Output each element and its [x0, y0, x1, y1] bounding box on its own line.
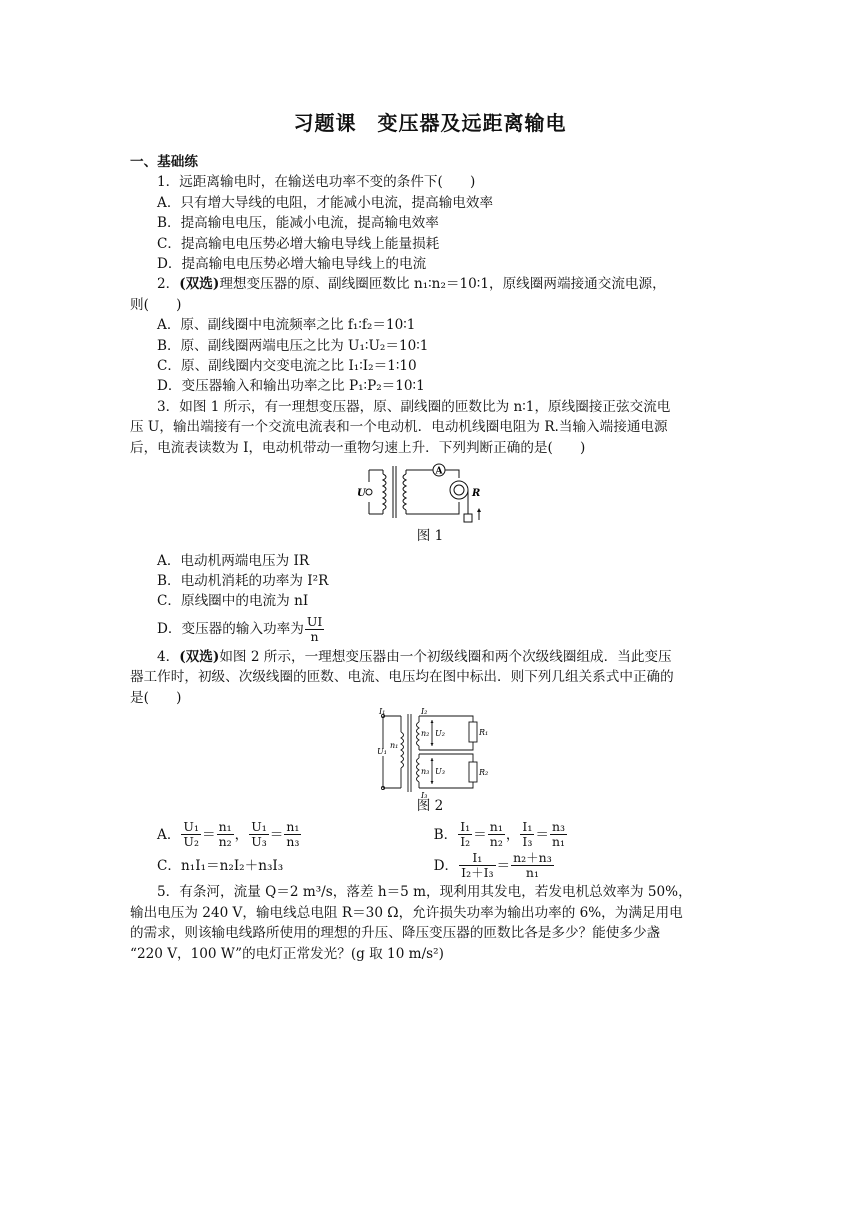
- q2-option-c: C．原、副线圈内交变电流之比 I₁∶I₂＝1∶10: [157, 358, 417, 375]
- q4-option-b: [434, 820, 730, 849]
- q4-tag: (双选): [179, 648, 220, 665]
- fraction: [217, 820, 234, 849]
- page-title: 习题课 变压器及远距离输电: [293, 111, 567, 135]
- fig2-label-u3: U₃: [435, 766, 445, 776]
- q4-option-d: [434, 851, 730, 880]
- q3-option-b: B．电动机消耗的功率为 I²R: [157, 572, 329, 589]
- frac-denominator: U₂: [183, 834, 199, 850]
- figure-1-caption: 图 1: [416, 528, 444, 545]
- equals-sign: ＝: [201, 826, 216, 843]
- section-heading: 一、基础练: [130, 154, 198, 170]
- q3-option-a: A．电动机两端电压为 IR: [157, 552, 310, 569]
- q4-option-b-label: B．: [433, 826, 458, 843]
- q4-options-row-2: [130, 851, 730, 880]
- frac-numerator: I₁: [459, 851, 495, 866]
- q4-option-d-label: D．: [433, 857, 459, 874]
- frac-denominator: U₃: [251, 834, 267, 850]
- fig2-label-r2: R₂: [479, 767, 489, 777]
- fig1-ammeter-label: A: [435, 466, 443, 477]
- fig2-label-n2: n₂: [421, 728, 430, 738]
- fig2-label-i3: I₃: [421, 790, 428, 800]
- comma: ，: [505, 826, 520, 843]
- frac-denominator: n₁: [551, 834, 566, 850]
- q5-line-1: 5．有条河，流量 Q＝2 m³/s，落差 h＝5 m，现利用其发电，若发电机总效率为 50%，: [157, 884, 692, 901]
- q2-option-a: A．原、副线圈中电流频率之比 f₁∶f₂＝10∶1: [157, 317, 416, 334]
- q1-stem: 1．远距离输电时，在输送电功率不变的条件下( ): [157, 174, 476, 191]
- q4-options-row-1: [130, 820, 730, 849]
- frac-denominator: I₃: [522, 834, 533, 850]
- equals-sign: ＝: [473, 826, 487, 843]
- q2-option-d: D．变压器输入和输出功率之比 P₁∶P₂＝10∶1: [157, 378, 425, 395]
- equals-sign: ＝: [535, 826, 549, 843]
- frac-denominator: I₂: [460, 834, 471, 850]
- fraction: [181, 820, 201, 849]
- frac-denominator: n₃: [286, 834, 300, 850]
- q5-line-3: 的需求，则该输电线路所使用的理想的升压、降压变压器的匝数比各是多少？能使多少盏: [130, 925, 661, 942]
- fraction: [511, 851, 554, 880]
- q2-tag: (双选): [179, 276, 220, 293]
- q3-option-d-fraction: [305, 615, 324, 644]
- fraction: [550, 820, 567, 849]
- q1-option-d: D．提高输电电压势必增大输电导线上的电流: [157, 256, 427, 273]
- q2-stem-text: 理想变压器的原、副线圈匝数比 n₁∶n₂＝10∶1，原线圈两端接通交流电源，: [219, 276, 666, 293]
- frac-numerator: UI: [306, 613, 323, 629]
- figure-1-circuit: [355, 462, 505, 524]
- q3-option-d: [130, 615, 730, 644]
- frac-denominator: n₂: [218, 834, 232, 850]
- content-body: [130, 152, 730, 964]
- q3-stem-2: 压 U，输出端接有一个交流电流表和一个电动机．电动机线圈电阻为 R.当输入端接通电源: [130, 419, 668, 436]
- fig2-label-r1: R₁: [479, 727, 489, 737]
- q3-stem-1: 3．如图 1 所示，有一理想变压器，原、副线圈的匝数比为 n∶1，原线圈接正弦交流电: [157, 398, 671, 415]
- q4-stem: [130, 647, 730, 667]
- fig2-label-u1: U₁: [377, 746, 387, 756]
- frac-denominator: n: [310, 628, 319, 644]
- frac-numerator: n₁: [218, 819, 232, 835]
- fraction: [520, 820, 534, 849]
- frac-denominator: n₂: [489, 834, 503, 850]
- q4-number: 4．: [157, 648, 180, 665]
- q4-stem-text: 如图 2 所示，一理想变压器由一个初级线圈和两个次级线圈组成．当此变压: [219, 648, 672, 665]
- q2-stem-cont: 则( ): [130, 296, 182, 313]
- equals-sign: ＝: [269, 826, 284, 843]
- q2-option-b: B．原、副线圈两端电压之比为 U₁∶U₂＝10∶1: [157, 337, 429, 354]
- frac-numerator: n₃: [551, 819, 566, 835]
- frac-numerator: n₁: [286, 819, 300, 835]
- fig2-label-u2: U₂: [435, 728, 445, 738]
- fig2-label-i2: I₂: [421, 706, 428, 716]
- q5-line-4: “220 V，100 W”的电灯正常发光？(g 取 10 m/s²): [130, 945, 444, 962]
- fig2-label-n3: n₃: [421, 766, 430, 776]
- q2-number: 2．: [157, 276, 180, 293]
- fraction: [488, 820, 505, 849]
- q3-stem-3: 后，电流表读数为 I，电动机带动一重物匀速上升．下列判断正确的是( ): [130, 439, 586, 456]
- frac-numerator: n₂＋n₃: [513, 850, 552, 866]
- frac-numerator: n₁: [489, 819, 503, 835]
- q4-option-a: [130, 820, 434, 849]
- q4-stem-3: 是( ): [130, 689, 182, 706]
- frac-numerator: I₁: [460, 819, 471, 835]
- q1-option-a: A．只有增大导线的电阻，才能减小电流，提高输电效率: [157, 194, 494, 211]
- fig2-label-i1: I₁: [379, 706, 386, 716]
- q1-option-b: B．提高输电电压，能减小电流，提高输电效率: [157, 215, 439, 232]
- q2-stem: [130, 274, 730, 294]
- comma: ，: [234, 826, 249, 843]
- fraction: [458, 820, 472, 849]
- q4-stem-2: 器工作时，初级、次级线圈的匝数、电流、电压均在图中标出．则下列几组关系式中正确的: [130, 669, 674, 686]
- fraction: [459, 851, 495, 880]
- frac-numerator: U₁: [183, 819, 199, 835]
- q1-option-c: C．提高输电电压势必增大输电导线上能量损耗: [157, 235, 440, 252]
- fraction: [249, 820, 269, 849]
- fig2-label-n1: n₁: [390, 740, 399, 750]
- fig1-label-u: U: [357, 488, 366, 500]
- frac-numerator: U₁: [251, 819, 267, 835]
- q3-option-c: C．原线圈中的电流为 nI: [157, 593, 309, 610]
- q5-line-2: 输出电压为 240 V，输电线总电阻 R＝30 Ω，允许损失功率为输出功率的 6%，为满足用电: [130, 904, 683, 921]
- q4-option-a-label: A．: [157, 826, 181, 843]
- q4-option-c: C．n₁I₁＝n₂I₂＋n₃I₃: [157, 857, 284, 874]
- q3-option-d-text: D．变压器的输入功率为: [157, 620, 304, 637]
- frac-denominator: n₁: [525, 865, 539, 881]
- fig1-label-r: R: [472, 488, 481, 500]
- equals-sign: ＝: [496, 857, 511, 874]
- figure-2-circuit: [375, 706, 489, 800]
- frac-denominator: I₂＋I₃: [461, 865, 494, 881]
- fraction: [284, 820, 301, 849]
- figure-2-caption: 图 2: [416, 797, 444, 814]
- frac-numerator: I₁: [522, 819, 533, 835]
